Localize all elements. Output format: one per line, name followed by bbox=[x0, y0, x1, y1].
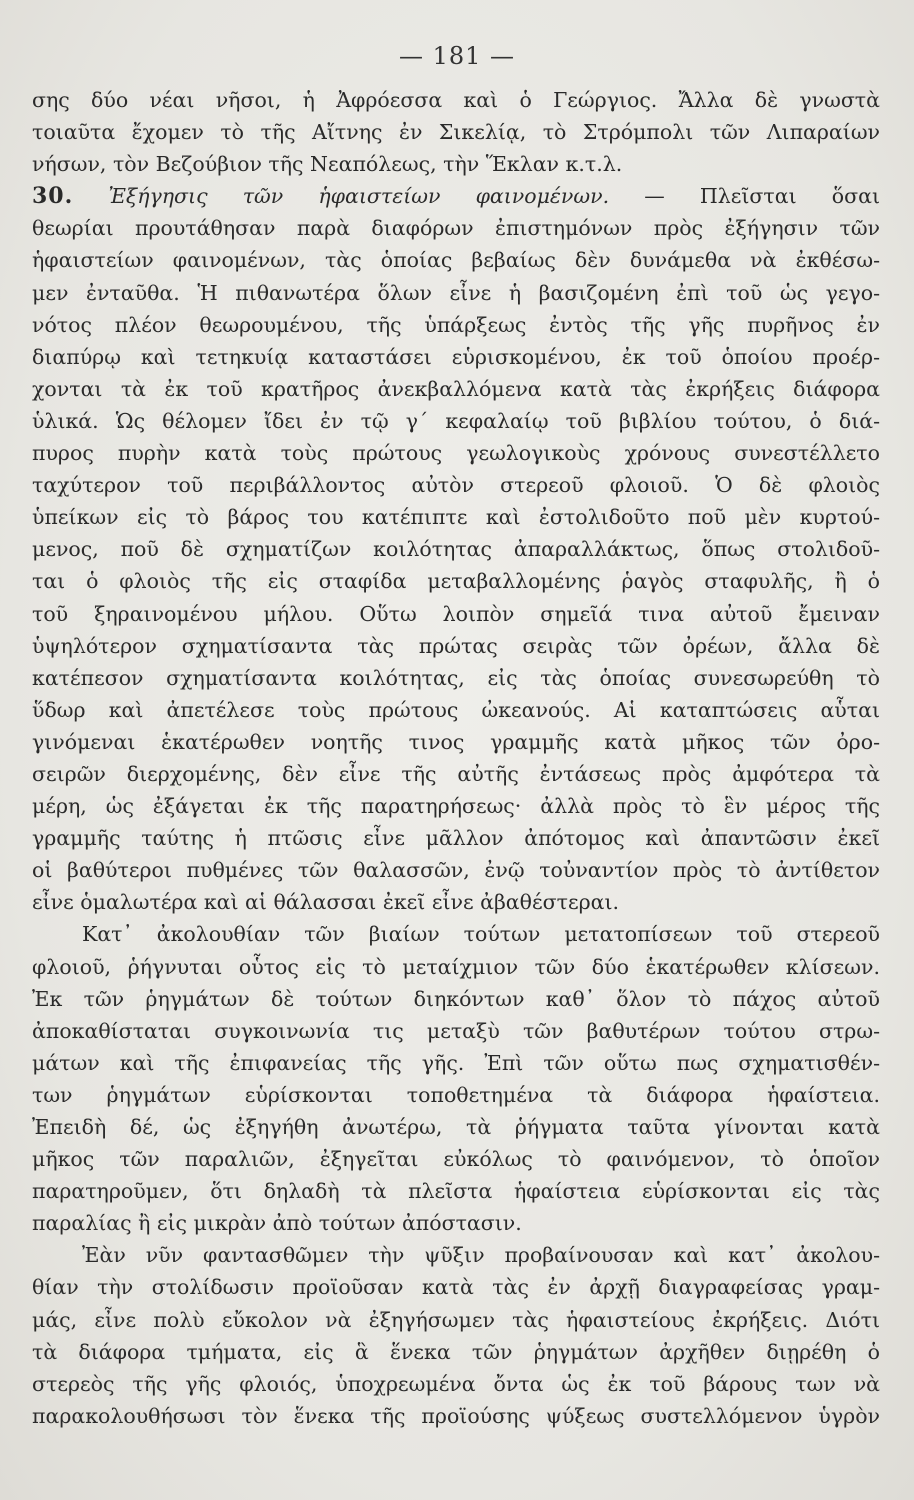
text-line: ὑψηλότερον σχηματίσαντα τὰς πρώτας σειρὰς τῶν ὀρέων, ἄλλα δὲ bbox=[32, 633, 880, 658]
text-line: Ἐπειδὴ δέ, ὡς ἐξηγήθη ἀνωτέρω, τὰ ῥήγματα ταῦτα γίνονται κατὰ bbox=[32, 1115, 880, 1139]
text-line: θίαν τὴν στολίδωσιν προϊοῦσαν κατὰ τὰς ἐν ἀρχῇ διαγραφείσας γραμ- bbox=[32, 1275, 880, 1300]
text-line: Ἐὰν νῦν φαντασθῶμεν τὴν ψῦξιν προβαίνουσαν καὶ κατ᾽ ἀκολου- bbox=[82, 1243, 880, 1268]
text-line: θεωρίαι προυτάθησαν παρὰ διαφόρων ἐπιστημόνων πρὸς ἐξήγησιν τῶν bbox=[32, 216, 880, 241]
text-line: ται ὁ φλοιὸς τῆς εἰς σταφίδα μεταβαλλομένης ῥαγὸς σταφυλῆς, ἢ ὁ bbox=[32, 569, 880, 594]
text-line: πυρος πυρὴν κατὰ τοὺς πρώτους γεωλογικοὺς χρόνους συνεστέλλετο bbox=[32, 441, 880, 466]
text-line: Ἐκ τῶν ῥηγμάτων δὲ τούτων διηκόντων καθ᾽ ὅλον τὸ πάχος αὐτοῦ bbox=[32, 986, 880, 1011]
section-title: Ἐξήγησις τῶν ἡφαιστείων φαινομένων. bbox=[108, 184, 610, 209]
text-line: τοιαῦτα ἔχομεν τὸ τῆς Αἴτνης ἐν Σικελίᾳ, τὸ Στρόμπολι τῶν Λιπαραίων bbox=[32, 120, 880, 145]
text-line: νήσων, τὸν Βεζούβιον τῆς Νεαπόλεως, τὴν Ἕκλαν κ.τ.λ. bbox=[32, 152, 623, 177]
text-line: νότος πλέον θεωρουμένου, τῆς ὑπάρξεως ἐντὸς τῆς γῆς πυρῆνος ἐν bbox=[32, 312, 880, 337]
text-line: των ῥηγμάτων εὑρίσκονται τοποθετημένα τὰ διάφορα ἡφαίστεια. bbox=[32, 1082, 880, 1107]
text-line: παρατηροῦμεν, ὅτι δηλαδὴ τὰ πλεῖστα ἡφαίστεια εὑρίσκονται εἰς τὰς bbox=[32, 1179, 880, 1204]
body-text bbox=[32, 84, 880, 1432]
text-line: Κατ᾽ ἀκολουθίαν τῶν βιαίων τούτων μετατοπίσεων τοῦ στερεοῦ bbox=[82, 922, 880, 947]
section-heading-line bbox=[32, 180, 880, 212]
section-text-start: — Πλεῖσται ὅσαι bbox=[644, 184, 880, 209]
text-line: στερεὸς τῆς γῆς φλοιός, ὑποχρεωμένα ὄντα ὡς ἐκ τοῦ βάρους των νὰ bbox=[32, 1371, 880, 1396]
text-line: ὑπείκων εἰς τὸ βάρος του κατέπιπτε καὶ ἐστολιδοῦτο ποῦ μὲν κυρτού- bbox=[32, 505, 880, 530]
text-line: τοῦ ξηραινομένου μήλου. Οὕτω λοιπὸν σημεῖά τινα αὐτοῦ ἔμειναν bbox=[32, 601, 880, 626]
text-line: εἶνε ὁμαλωτέρα καὶ αἱ θάλασσαι ἐκεῖ εἶνε ἀβαθέστεραι. bbox=[32, 890, 620, 915]
text-line: μάς, εἶνε πολὺ εὔκολον νὰ ἐξηγήσωμεν τὰς ἡφαιστείους ἐκρήξεις. Διότι bbox=[32, 1307, 880, 1332]
section-number: 30. bbox=[32, 183, 74, 210]
text-line: ἡφαιστείων φαινομένων, τὰς ὁποίας βεβαίως δὲν δυνάμεθα νὰ ἐκθέσω- bbox=[32, 248, 880, 273]
text-line: οἱ βαθύτεροι πυθμένες τῶν θαλασσῶν, ἐνῷ τοὐναντίον πρὸς τὸ ἀντίθετον bbox=[32, 858, 880, 883]
text-line: γραμμῆς ταύτης ἡ πτῶσις εἶνε μᾶλλον ἀπότομος καὶ ἀπαντῶσιν ἐκεῖ bbox=[32, 826, 880, 851]
text-line: κατέπεσον σχηματίσαντα κοιλότητας, εἰς τὰς ὁποίας συνεσωρεύθη τὸ bbox=[32, 665, 880, 690]
text-line: σειρῶν διερχομένης, δὲν εἶνε τῆς αὐτῆς ἐντάσεως πρὸς ἀμφότερα τὰ bbox=[32, 761, 880, 786]
text-line: γινόμεναι ἑκατέρωθεν νοητῆς τινος γραμμῆς κατὰ μῆκος τῶν ὀρο- bbox=[32, 729, 880, 754]
text-line: παρακολουθήσωσι τὸν ἕνεκα τῆς προϊούσης ψύξεως συστελλόμενον ὑγρὸν bbox=[32, 1403, 880, 1428]
text-line: ταχύτερον τοῦ περιβάλλοντος αὐτὸν στερεοῦ φλοιοῦ. Ὁ δὲ φλοιὸς bbox=[32, 473, 880, 498]
text-line: διαπύρῳ καὶ τετηκυίᾳ καταστάσει εὑρισκομένου, ἐκ τοῦ ὁποίου προέρ- bbox=[32, 344, 880, 369]
text-line: μέρη, ὡς ἐξάγεται ἐκ τῆς παρατηρήσεως· ἀλλὰ πρὸς τὸ ἓν μέρος τῆς bbox=[32, 794, 880, 819]
text-line: σης δύο νέαι νῆσοι, ἡ Ἀφρόεσσα καὶ ὁ Γεώργιος. Ἄλλα δὲ γνωστὰ bbox=[32, 88, 880, 112]
text-line: παραλίας ἢ εἰς μικρὰν ἀπὸ τούτων ἀπόστασιν. bbox=[32, 1211, 522, 1236]
text-line: τὰ διάφορα τμήματα, εἰς ἃ ἕνεκα τῶν ῥηγμάτων ἀρχῆθεν διῃρέθη ὁ bbox=[32, 1339, 880, 1364]
text-line: φλοιοῦ, ῥήγνυται οὗτος εἰς τὸ μεταίχμιον τῶν δύο ἑκατέρωθεν κλίσεων. bbox=[32, 954, 880, 979]
text-line: μάτων καὶ τῆς ἐπιφανείας τῆς γῆς. Ἐπὶ τῶν οὕτω πως σχηματισθέν- bbox=[32, 1050, 880, 1075]
text-line: χονται τὰ ἐκ τοῦ κρατῆρος ἀνεκβαλλόμενα κατὰ τὰς ἐκρήξεις διάφορα bbox=[32, 376, 880, 401]
text-line: μενος, ποῦ δὲ σχηματίζων κοιλότητας ἀπαραλλάκτως, ὅπως στολιδοῦ- bbox=[32, 537, 880, 562]
page-number: — 181 — bbox=[398, 42, 516, 70]
text-line: μεν ἐνταῦθα. Ἡ πιθανωτέρα ὅλων εἶνε ἡ βασιζομένη ἐπὶ τοῦ ὡς γεγο- bbox=[32, 280, 880, 305]
text-line: ἀποκαθίσταται συγκοινωνία τις μεταξὺ τῶν βαθυτέρων τούτου στρω- bbox=[32, 1018, 880, 1043]
text-line: ὑλικά. Ὡς θέλομεν ἴδει ἐν τῷ γ΄ κεφαλαίῳ τοῦ βιβλίου τούτου, ὁ διά- bbox=[32, 408, 880, 433]
text-line: ὕδωρ καὶ ἀπετέλεσε τοὺς πρώτους ὠκεανούς. Αἱ καταπτώσεις αὗται bbox=[32, 697, 880, 722]
text-line: μῆκος τῶν παραλιῶν, ἐξηγεῖται εὐκόλως τὸ φαινόμενον, τὸ ὁποῖον bbox=[32, 1147, 880, 1172]
